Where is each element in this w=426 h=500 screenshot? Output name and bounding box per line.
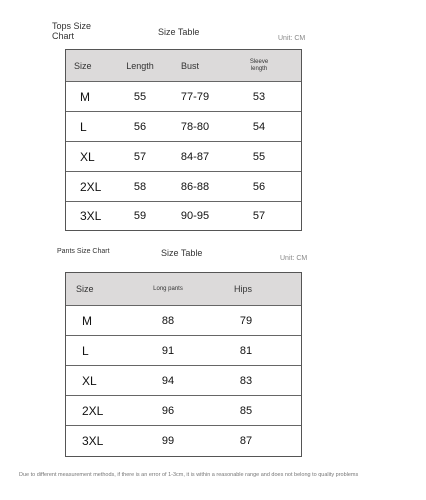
tops-header-row: [66, 50, 301, 82]
pants-header-long-pants: Long pants: [153, 286, 183, 292]
tops-cell-bust: 78-80: [180, 120, 210, 133]
pants-cell-long-pants: 94: [161, 374, 175, 387]
pants-cell-long-pants: 99: [161, 435, 175, 447]
pants-header-row: [66, 273, 301, 306]
tops-cell-size: M: [80, 89, 90, 104]
tops-cell-length: 57: [133, 150, 147, 163]
pants-cell-size: M: [82, 313, 92, 328]
tops-chart-title-line1: Tops Size: [52, 21, 92, 31]
pants-chart-title: Pants Size Chart: [57, 248, 110, 255]
table-row: [66, 366, 301, 396]
pants-cell-long-pants: 88: [161, 314, 175, 327]
tops-unit-label: Unit: CM: [278, 35, 306, 42]
pants-cell-long-pants: 96: [161, 404, 175, 417]
tops-header-length: Length: [126, 60, 154, 71]
pants-size-table-title: Size Table: [161, 248, 203, 258]
pants-cell-hips: 85: [239, 404, 253, 417]
tops-chart-title-line2: Chart: [52, 31, 75, 41]
table-row: [66, 336, 301, 366]
table-row: [66, 202, 301, 230]
pants-cell-size: L: [82, 343, 89, 358]
table-row: [66, 82, 301, 112]
tops-size-table: [65, 49, 302, 231]
pants-cell-size: 3XL: [82, 434, 104, 448]
pants-cell-long-pants: 91: [161, 344, 175, 357]
tops-cell-size: L: [80, 119, 87, 134]
pants-cell-hips: 87: [239, 435, 253, 447]
tops-cell-length: 58: [133, 180, 147, 193]
tops-cell-sleeve: 55: [252, 150, 266, 163]
pants-cell-hips: 81: [239, 344, 253, 357]
table-row: [66, 426, 301, 456]
table-row: [66, 396, 301, 426]
measurement-disclaimer: Due to different measurement methods, if there is an error of 1-3cm, it is within a reasonable range and does not belong to quality problems: [19, 472, 359, 478]
tops-chart-title: [52, 21, 91, 41]
pants-cell-hips: 79: [239, 314, 253, 327]
pants-header-size: Size: [76, 284, 94, 294]
tops-cell-bust: 90-95: [180, 210, 210, 222]
tops-cell-size: 3XL: [80, 209, 102, 223]
pants-cell-size: XL: [82, 373, 97, 388]
table-row: [66, 172, 301, 202]
table-row: [66, 142, 301, 172]
tops-cell-bust: 84-87: [180, 150, 210, 163]
pants-size-table: [65, 272, 302, 457]
tops-cell-bust: 86-88: [180, 180, 210, 193]
table-row: [66, 112, 301, 142]
tops-cell-sleeve: 54: [252, 120, 266, 133]
tops-cell-bust: 77-79: [180, 90, 210, 103]
pants-cell-hips: 83: [239, 374, 253, 387]
table-row: [66, 306, 301, 336]
tops-size-table-title: Size Table: [158, 27, 200, 37]
pants-unit-label: Unit: CM: [280, 255, 308, 262]
pants-header-hips: Hips: [233, 284, 252, 294]
pants-cell-size: 2XL: [82, 403, 104, 418]
tops-cell-size: 2XL: [80, 179, 102, 194]
tops-cell-sleeve: 56: [252, 180, 266, 193]
tops-header-sleeve-length: Sleeve length: [249, 58, 269, 72]
tops-cell-length: 55: [133, 90, 147, 103]
tops-cell-sleeve: 53: [252, 90, 266, 103]
tops-cell-sleeve: 57: [252, 210, 266, 222]
tops-cell-size: XL: [80, 149, 95, 164]
tops-header-size: Size: [74, 60, 92, 71]
tops-cell-length: 59: [133, 210, 147, 222]
tops-cell-length: 56: [133, 120, 147, 133]
tops-header-bust: Bust: [180, 60, 199, 71]
